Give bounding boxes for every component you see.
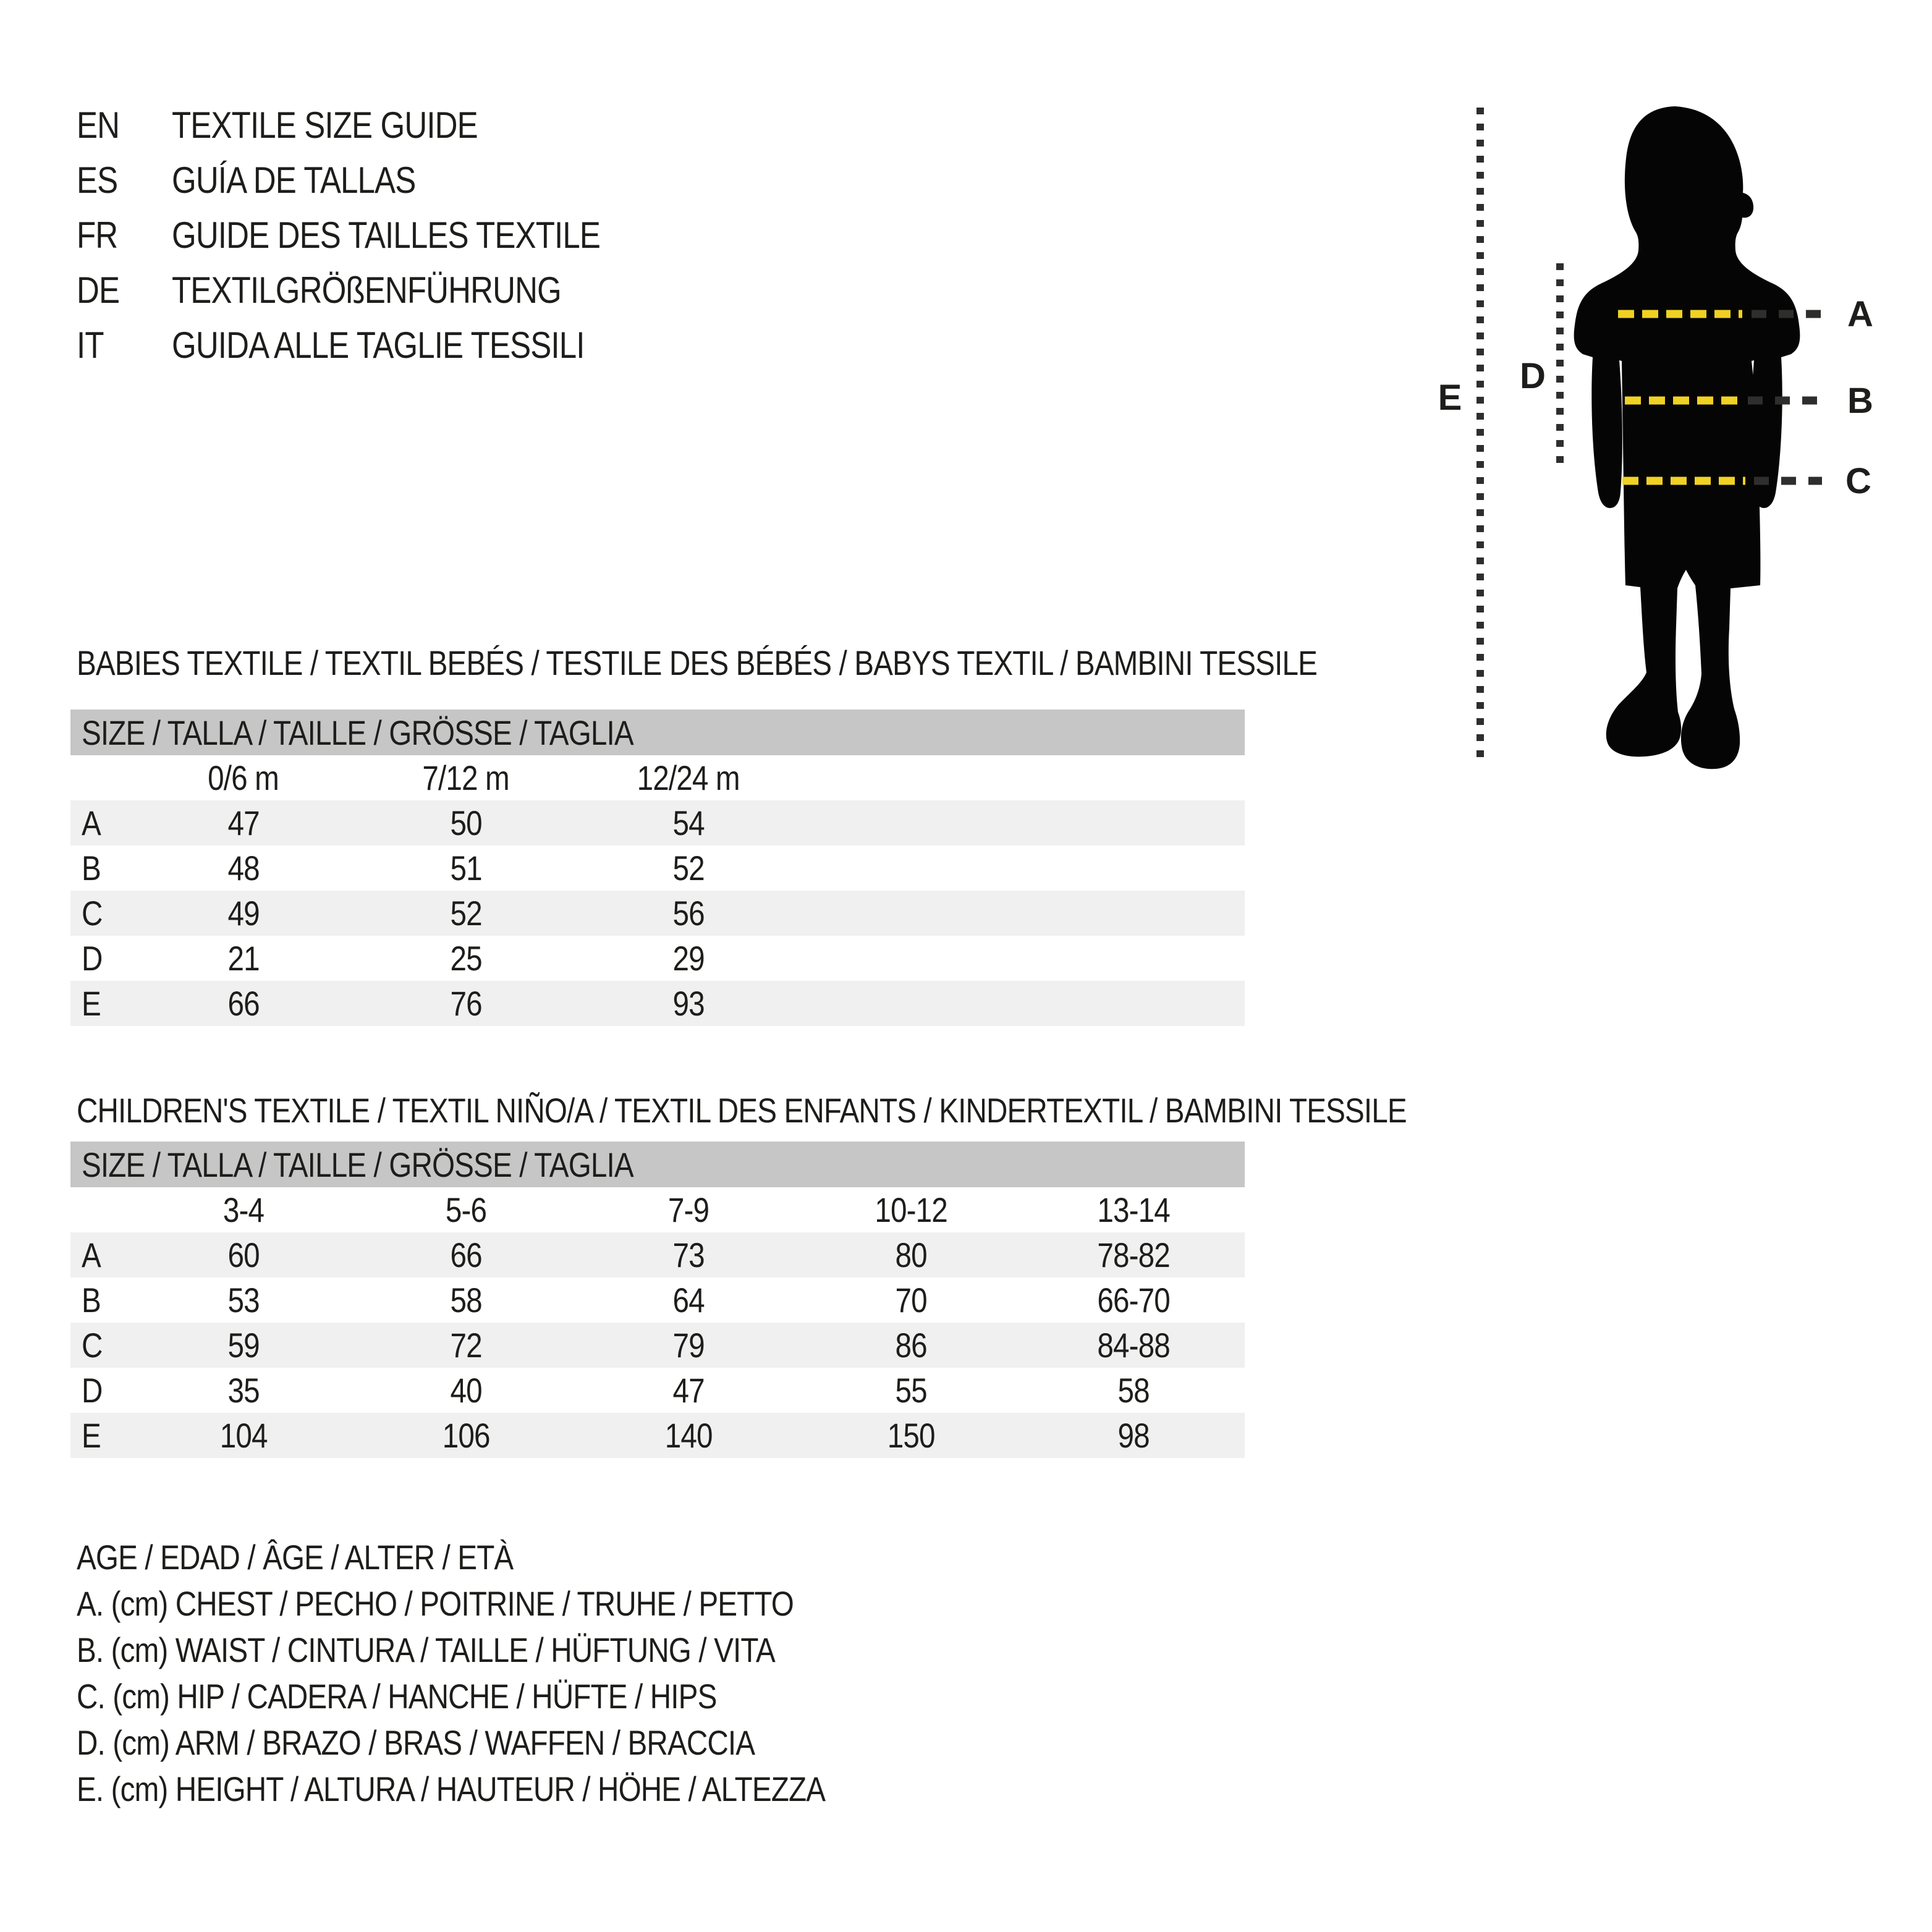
measurement-legend: [77, 1534, 957, 1812]
cell-value: 73: [672, 1235, 705, 1274]
children-column-header-row: [70, 1187, 1245, 1232]
cell-value: 49: [227, 894, 260, 933]
language-code: [77, 269, 172, 311]
column-header-text: 3-4: [222, 1190, 265, 1229]
table-cell: [355, 1370, 577, 1410]
table-cell: [355, 893, 577, 933]
cell-value: 29: [672, 939, 705, 978]
row-letter-text: A: [82, 1235, 101, 1274]
language-code: [77, 324, 172, 366]
table-cell: [577, 893, 800, 933]
table-row: [70, 981, 1245, 1026]
language-row-de: [77, 263, 676, 318]
cell-value: 98: [1117, 1416, 1150, 1455]
language-title-list: [77, 98, 676, 373]
cell-value: 53: [227, 1281, 260, 1320]
table-cell: [132, 893, 355, 933]
row-letter-text: D: [82, 939, 103, 978]
column-header: [577, 758, 800, 798]
row-letter: [70, 1235, 132, 1275]
legend-text: AGE / EDAD / ÂGE / ALTER / ETÀ: [77, 1538, 514, 1577]
table-cell: [577, 1235, 800, 1275]
table-cell: [1022, 1370, 1245, 1410]
row-letter: [70, 893, 132, 933]
language-code: [77, 104, 172, 146]
label-b-waist: B: [1847, 381, 1873, 421]
legend-line-age: [77, 1534, 957, 1580]
child-silhouette-diagram: [1409, 87, 1932, 803]
table-cell: [132, 848, 355, 888]
language-title-text: TEXTILGRÖßENFÜHRUNG: [172, 269, 561, 311]
cell-value: 106: [442, 1416, 490, 1455]
language-title-text: GUÍA DE TALLAS: [172, 159, 416, 201]
table-cell: [132, 1235, 355, 1275]
language-code: [77, 159, 172, 201]
row-letter-text: C: [82, 1326, 103, 1365]
legend-text: A. (cm) CHEST / PECHO / POITRINE / TRUHE / PETTO: [77, 1584, 794, 1623]
table-row: [70, 1413, 1245, 1458]
babies-table-header-bar: [70, 710, 1245, 755]
size-header-text: SIZE / TALLA / TAILLE / GRÖSSE / TAGLIA: [82, 1145, 633, 1184]
table-cell: [355, 1235, 577, 1275]
cell-value: 50: [450, 803, 482, 842]
table-cell: [800, 1280, 1022, 1320]
label-c-hip: C: [1845, 461, 1871, 501]
table-cell: [355, 983, 577, 1023]
cell-value: 80: [895, 1235, 927, 1274]
table-cell: [132, 1415, 355, 1455]
language-code: [77, 214, 172, 256]
children-size-table: [70, 1142, 1245, 1458]
legend-line-waist: [77, 1627, 957, 1673]
language-code-text: ES: [77, 159, 118, 201]
legend-line-chest: [77, 1580, 957, 1627]
row-letter: [70, 983, 132, 1023]
measurement-figure: [1409, 87, 1932, 803]
table-row: [70, 845, 1245, 891]
table-cell: [577, 938, 800, 978]
legend-text: D. (cm) ARM / BRAZO / BRAS / WAFFEN / BRACCIA: [77, 1723, 755, 1762]
table-cell: [355, 1325, 577, 1365]
cell-value: 58: [450, 1281, 482, 1320]
language-title: [172, 214, 676, 256]
row-letter-text: D: [82, 1371, 103, 1410]
row-letter-text: A: [82, 803, 101, 842]
cell-value: 25: [450, 939, 482, 978]
cell-value: 51: [450, 849, 482, 888]
table-cell: [355, 1415, 577, 1455]
language-title: [172, 104, 532, 146]
cell-value: 93: [672, 984, 705, 1023]
table-cell: [355, 848, 577, 888]
language-title: [172, 324, 657, 366]
cell-value: 55: [895, 1371, 927, 1410]
cell-value: 52: [450, 894, 482, 933]
row-letter: [70, 848, 132, 888]
table-cell: [800, 1325, 1022, 1365]
table-cell: [132, 803, 355, 843]
language-code-text: DE: [77, 269, 120, 311]
cell-value: 40: [450, 1371, 482, 1410]
child-silhouette: [1574, 106, 1800, 769]
table-cell: [577, 803, 800, 843]
language-title-text: TEXTILE SIZE GUIDE: [172, 104, 478, 146]
table-cell: [132, 938, 355, 978]
language-title-text: GUIDE DES TAILLES TEXTILE: [172, 214, 601, 256]
cell-value: 52: [672, 849, 705, 888]
language-code-text: IT: [77, 324, 104, 366]
cell-value: 84-88: [1097, 1326, 1170, 1365]
legend-line-hip: [77, 1673, 957, 1719]
table-row: [70, 936, 1245, 981]
column-header: [355, 1190, 577, 1230]
column-header: [132, 758, 355, 798]
cell-value: 60: [227, 1235, 260, 1274]
row-letter-text: B: [82, 1281, 101, 1320]
cell-value: 59: [227, 1326, 260, 1365]
label-e-height: E: [1438, 378, 1462, 418]
column-header-text: 12/24 m: [637, 758, 740, 797]
column-header: [800, 1190, 1022, 1230]
legend-line-arm: [77, 1719, 957, 1766]
row-letter: [70, 1280, 132, 1320]
table-cell: [577, 983, 800, 1023]
table-cell: [355, 1280, 577, 1320]
size-header-text: SIZE / TALLA / TAILLE / GRÖSSE / TAGLIA: [82, 713, 633, 752]
table-cell: [800, 1415, 1022, 1455]
column-header: [132, 1190, 355, 1230]
legend-text: B. (cm) WAIST / CINTURA / TAILLE / HÜFTUNG / VITA: [77, 1630, 775, 1669]
table-row: [70, 1232, 1245, 1277]
table-cell: [577, 1370, 800, 1410]
cell-value: 47: [227, 803, 260, 842]
legend-line-height: [77, 1766, 957, 1812]
table-cell: [577, 1415, 800, 1455]
cell-value: 79: [672, 1326, 705, 1365]
table-cell: [1022, 1415, 1245, 1455]
cell-value: 47: [672, 1371, 705, 1410]
row-letter: [70, 1325, 132, 1365]
table-cell: [1022, 1325, 1245, 1365]
row-letter-text: B: [82, 849, 101, 888]
language-row-fr: [77, 208, 676, 263]
cell-value: 35: [227, 1371, 260, 1410]
table-cell: [132, 983, 355, 1023]
table-cell: [355, 803, 577, 843]
column-header-text: 7-9: [667, 1190, 710, 1229]
children-table-header-bar: [70, 1142, 1245, 1187]
babies-size-table: [70, 710, 1245, 1026]
cell-value: 70: [895, 1281, 927, 1320]
language-row-es: [77, 153, 676, 208]
language-title-text: GUIDA ALLE TAGLIE TESSILI: [172, 324, 585, 366]
label-a-chest: A: [1847, 294, 1873, 334]
row-letter: [70, 938, 132, 978]
column-header: [355, 758, 577, 798]
row-letter: [70, 1370, 132, 1410]
legend-text: E. (cm) HEIGHT / ALTURA / HAUTEUR / HÖHE / ALTEZZA: [77, 1769, 826, 1808]
row-letter: [70, 1415, 132, 1455]
table-cell: [577, 1280, 800, 1320]
column-header-text: 7/12 m: [422, 758, 510, 797]
cell-value: 76: [450, 984, 482, 1023]
row-letter-text: E: [82, 1416, 101, 1455]
cell-value: 58: [1117, 1371, 1150, 1410]
children-section-title: [77, 1090, 1642, 1130]
babies-section-title-text: BABIES TEXTILE / TEXTIL BEBÉS / TESTILE DES BÉBÉS / BABYS TEXTIL / BAMBINI TESSILE: [77, 643, 1317, 682]
language-code-text: FR: [77, 214, 118, 256]
language-title: [172, 159, 459, 201]
table-row: [70, 800, 1245, 845]
table-row: [70, 1277, 1245, 1323]
cell-value: 66-70: [1097, 1281, 1170, 1320]
babies-column-header-row: [70, 755, 1245, 800]
table-cell: [577, 1325, 800, 1365]
cell-value: 48: [227, 849, 260, 888]
table-cell: [577, 848, 800, 888]
row-letter-text: E: [82, 984, 101, 1023]
table-cell: [800, 1370, 1022, 1410]
table-row: [70, 1368, 1245, 1413]
column-header-text: 10-12: [875, 1190, 947, 1229]
cell-value: 140: [664, 1416, 713, 1455]
language-code-text: EN: [77, 104, 120, 146]
legend-text: C. (cm) HIP / CADERA / HANCHE / HÜFTE / HIPS: [77, 1677, 717, 1716]
cell-value: 104: [219, 1416, 268, 1455]
table-cell: [1022, 1235, 1245, 1275]
column-header-text: 5-6: [445, 1190, 487, 1229]
column-header: [577, 1190, 800, 1230]
table-cell: [132, 1370, 355, 1410]
children-section-title-text: CHILDREN'S TEXTILE / TEXTIL NIÑO/A / TEXTIL DES ENFANTS / KINDERTEXTIL / BAMBINI TESSILE: [77, 1091, 1407, 1130]
column-header: [1022, 1190, 1245, 1230]
cell-value: 64: [672, 1281, 705, 1320]
cell-value: 72: [450, 1326, 482, 1365]
row-letter: [70, 803, 132, 843]
table-cell: [132, 1325, 355, 1365]
cell-value: 56: [672, 894, 705, 933]
language-row-it: [77, 318, 676, 373]
cell-value: 86: [895, 1326, 927, 1365]
cell-value: 150: [887, 1416, 935, 1455]
babies-section-title: [77, 643, 1536, 683]
table-cell: [800, 1235, 1022, 1275]
table-cell: [1022, 1280, 1245, 1320]
column-header-text: 13-14: [1097, 1190, 1170, 1229]
column-header-text: 0/6 m: [208, 758, 279, 797]
table-row: [70, 891, 1245, 936]
cell-value: 54: [672, 803, 705, 842]
language-row-en: [77, 98, 676, 153]
cell-value: 78-82: [1097, 1235, 1170, 1274]
row-letter-text: C: [82, 894, 103, 933]
table-cell: [355, 938, 577, 978]
table-cell: [132, 1280, 355, 1320]
cell-value: 21: [227, 939, 260, 978]
label-d-arm: D: [1520, 356, 1546, 396]
cell-value: 66: [227, 984, 260, 1023]
cell-value: 66: [450, 1235, 482, 1274]
language-title: [172, 269, 630, 311]
table-row: [70, 1323, 1245, 1368]
